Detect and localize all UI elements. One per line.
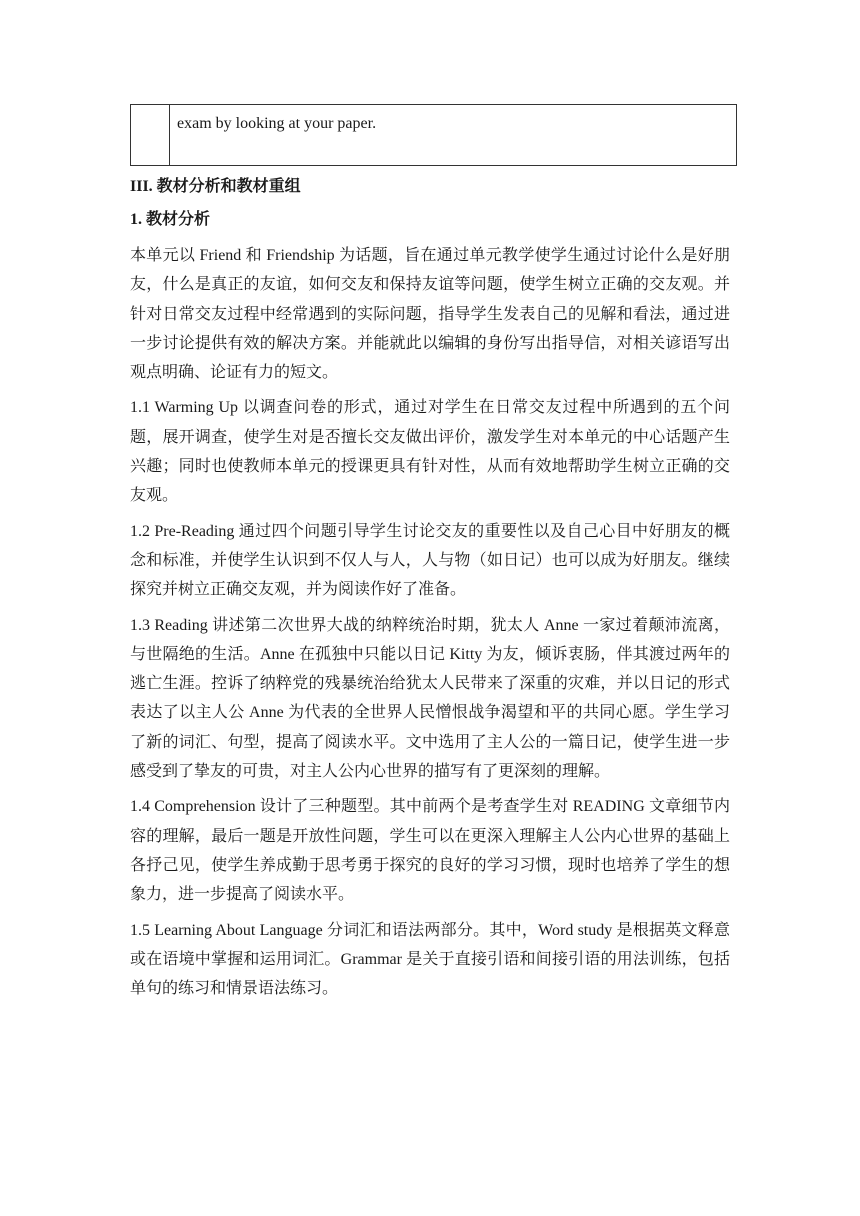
table-fragment bbox=[130, 104, 737, 166]
section-heading: III. 教材分析和教材重组 bbox=[130, 178, 301, 195]
table-cell-text: exam by looking at your paper. bbox=[177, 115, 377, 132]
paragraph-learning-about-language: 1.5 Learning About Language 分词汇和语法两部分。其中，Word study 是根据英文释意或在语境中掌握和运用词汇。Grammar 是关于直接引语和间接引语的用法训练，包括单句的练习和情景语法练习。 bbox=[130, 921, 730, 998]
paragraph-intro: 本单元以 Friend 和 Friendship 为话题，旨在通过单元教学使学生通过讨论什么是好朋友，什么是真正的友谊，如何交友和保持友谊等问题，使学生树立正确的交友观。并针对日常交友过程中经常遇到的实际问题，指导学生发表自己的见解和看法，通过进一步讨论提供有效的解决方案。并能就此以编辑的身份写出指导信，对相关谚语写出观点明确、论证有力的短文。 bbox=[130, 247, 730, 382]
paragraph-reading: 1.3 Reading 讲述第二次世界大战的纳粹统治时期，犹太人 Anne 一家过着颠沛流离，与世隔绝的生活。Anne 在孤独中只能以日记 Kitty 为友，倾诉衷肠，伴其渡过两年的逃亡生涯。控诉了纳粹党的残暴统治给犹太人民带来了深重的灾难，并以日记的形式表达了以主人公 Anne 为代表的全世界人民憎恨战争渴望和平的共同心愿。学生学习了新的词汇、句型，提高了阅读水平。文中选用了主人公的一篇日记，使学生进一步感受到了挚友的可贵，对主人公内心世界的描写有了更深刻的理解。 bbox=[130, 616, 730, 781]
document-body bbox=[130, 175, 730, 1009]
table-first-column bbox=[131, 105, 170, 165]
sub-heading: 1. 教材分析 bbox=[130, 211, 211, 228]
paragraph-comprehension: 1.4 Comprehension 设计了三种题型。其中前两个是考查学生对 READING 文章细节内容的理解，最后一题是开放性问题，学生可以在更深入理解主人公内心世界的基础上各抒己见，使学生养成勤于思考勇于探究的良好的学习习惯，现时也培养了学生的想象力，进一步提高了阅读水平。 bbox=[130, 798, 730, 904]
paragraph-warming-up: 1.1 Warming Up 以调查问卷的形式，通过对学生在日常交友过程中所遇到的五个问题，展开调查，使学生对是否擅长交友做出评价，激发学生对本单元的中心话题产生兴趣；同时也使教师本单元的授课更具有针对性，从而有效地帮助学生树立正确的交友观。 bbox=[130, 399, 730, 505]
paragraph-pre-reading: 1.2 Pre-Reading 通过四个问题引导学生讨论交友的重要性以及自己心目中好朋友的概念和标准，并使学生认识到不仅人与人，人与物（如日记）也可以成为好朋友。继续探究并树立正确交友观，并为阅读作好了准备。 bbox=[130, 522, 730, 599]
